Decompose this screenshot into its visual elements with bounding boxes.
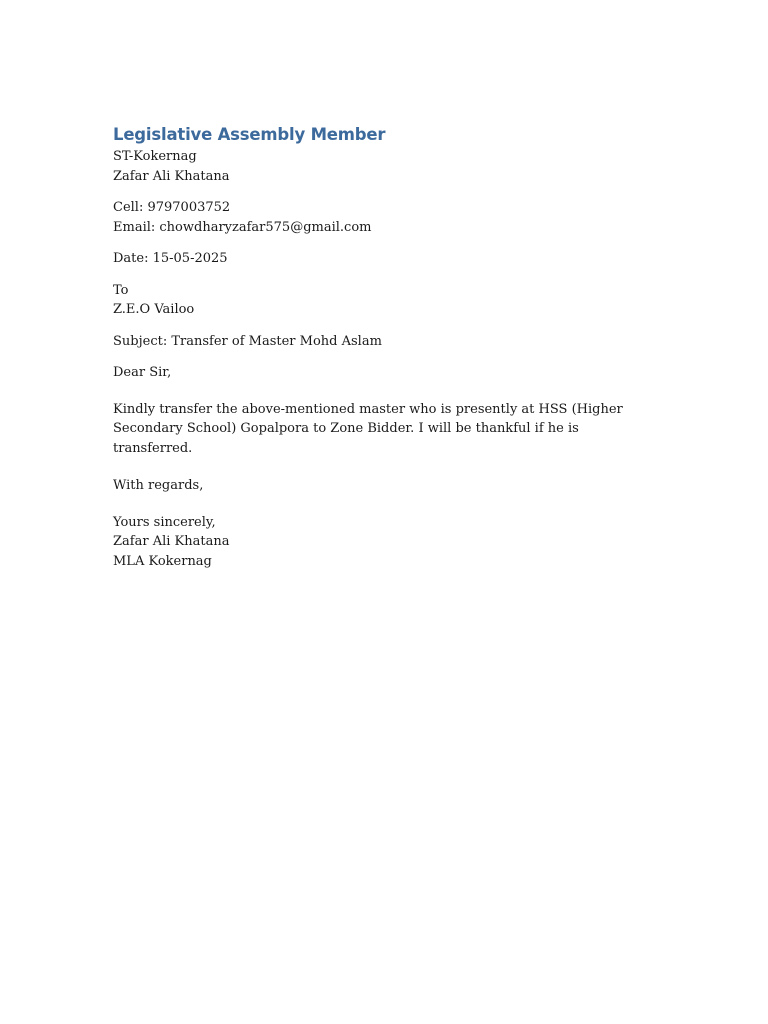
constituency: ST-Kokernag [113,149,197,164]
closing: With regards, [113,478,204,493]
subject-line: Subject: Transfer of Master Mohd Aslam [113,333,382,349]
cell-number: Cell: 9797003752 [113,200,231,215]
date-block [113,249,653,269]
letterhead-title: Legislative Assembly Member [113,125,386,144]
signature-block [113,513,653,572]
signature-designation: MLA Kokernag [113,553,212,569]
contact-block [113,198,653,237]
letter-date: Date: 15-05-2025 [113,251,228,266]
letter-body: Kindly transfer the above-mentioned master who is presently at HSS (Higher Secondary School) Gopalpora to Zone Bidder. I will be thankful if he is transferred. [113,401,623,456]
sender-name: Zafar Ali Khatana [113,168,230,184]
recipient-block [113,281,653,320]
salutation-block [113,363,653,383]
subject-block [113,332,653,352]
email-address: Email: chowdharyzafar575@gmail.com [113,219,372,235]
recipient-office: Z.E.O Vailoo [113,302,195,317]
salutation: Dear Sir, [113,365,172,380]
signature-name: Zafar Ali Khatana [113,534,230,549]
sign-off: Yours sincerely, [113,514,216,530]
recipient-to: To [113,282,129,298]
letterhead [113,124,653,186]
letter-page [113,124,653,571]
closing-block [113,476,653,496]
